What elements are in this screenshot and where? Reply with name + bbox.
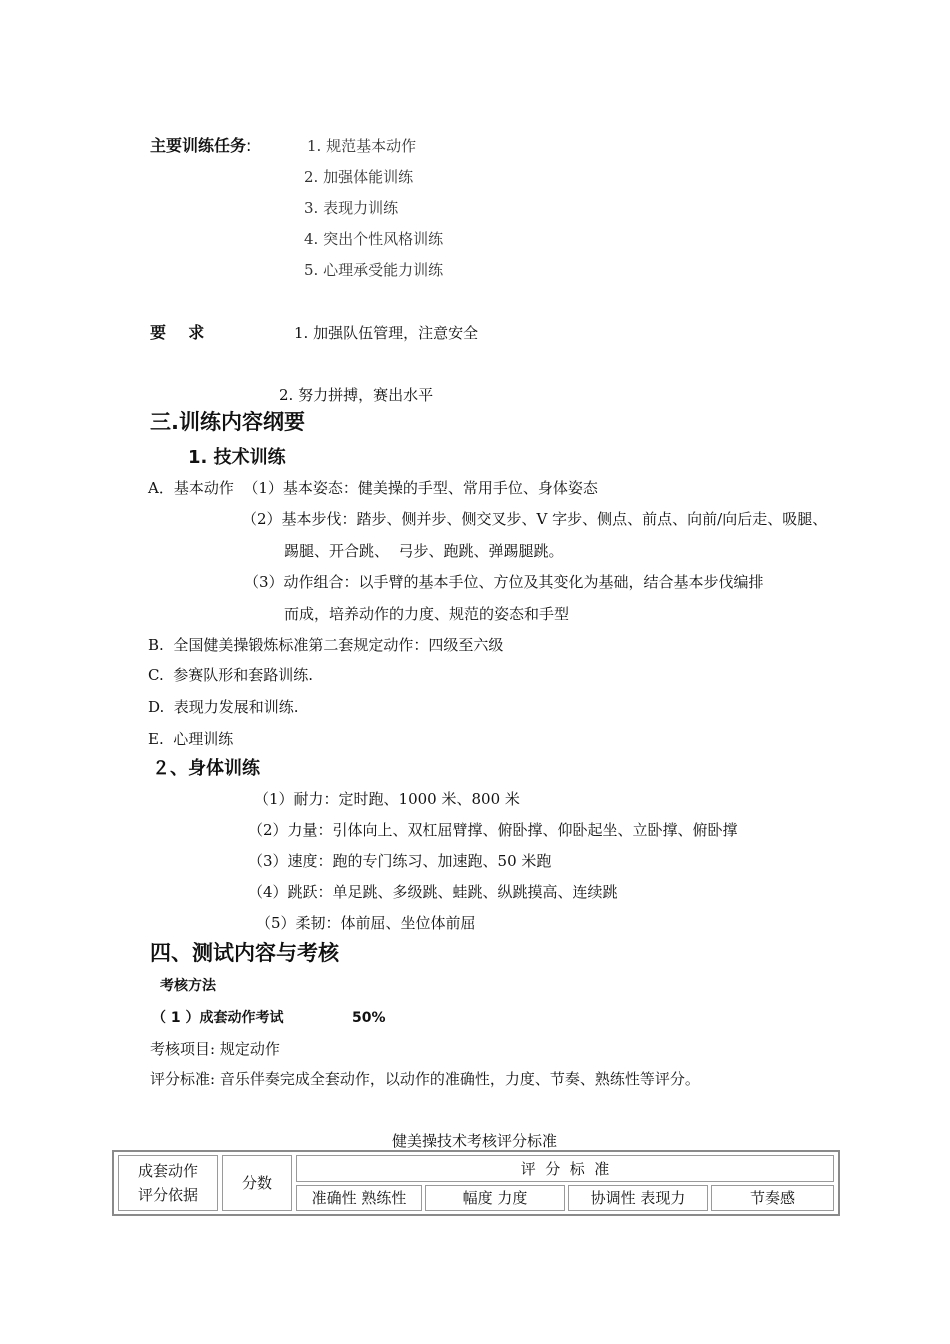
line-d: D. 表现力发展和训练. <box>148 698 299 716</box>
body-item-2: （2）力量：引体向上、双杠屈臂撑、俯卧撑、仰卧起坐、立卧撑、俯卧撑 <box>248 821 738 839</box>
table-header-basis-line1: 成套动作 <box>137 1162 198 1180</box>
tasks-label-colon: : <box>246 136 252 155</box>
table-header-basis <box>118 1155 218 1211</box>
section3-sub2: ２、身体训练 <box>152 758 260 779</box>
tasks-label <box>150 136 251 155</box>
exam-1-weight: 50% <box>352 1010 386 1026</box>
requirement-item-1: 1. 加强队伍管理，注意安全 <box>294 324 479 342</box>
task-item-1: 1. 规范基本动作 <box>307 137 417 155</box>
body-item-1: （1）耐力：定时跑、1000 米、800 米 <box>254 790 520 808</box>
tasks-label-text: 主要训练任务 <box>150 136 247 155</box>
requirements-label: 要 求 <box>150 323 205 342</box>
line-b: B. 全国健美操锻炼标准第二套规定动作：四级至六级 <box>148 636 504 654</box>
task-item-4: 4. 突出个性风格训练 <box>304 230 444 248</box>
scoring-table <box>112 1150 840 1216</box>
table-subheader-rhythm: 节奏感 <box>711 1185 834 1211</box>
line-a3-2: 而成，培养动作的力度、规范的姿态和手型 <box>284 605 570 623</box>
table-subheader-coordination: 协调性 表现力 <box>568 1185 708 1211</box>
line-a2-2: 踢腿、开合跳、 弓步、跑跳、弹踢腿跳。 <box>284 542 564 560</box>
task-item-3: 3. 表现力训练 <box>304 199 399 217</box>
body-item-4: （4）跳跃：单足跳、多级跳、蛙跳、纵跳摸高、连续跳 <box>248 883 618 901</box>
line-a: A．基本动作 （1）基本姿态：健美操的手型、常用手位、身体姿态 <box>148 479 598 497</box>
body-item-3: （3）速度：跑的专门练习、加速跑、50 米跑 <box>248 852 552 870</box>
section3-title: 三.训练内容纲要 <box>150 410 305 434</box>
table-subheader-accuracy: 准确性 熟练性 <box>296 1185 422 1211</box>
exam-criteria-line: 评分标准: 音乐伴奏完成全套动作，以动作的准确性，力度、节奏、熟练性等评分。 <box>150 1070 700 1088</box>
requirement-item-2: 2. 努力拼搏，赛出水平 <box>279 386 434 404</box>
section4-title: 四、测试内容与考核 <box>150 941 339 965</box>
body-item-5: （5）柔韧：体前屈、坐位体前屈 <box>256 914 476 932</box>
task-item-2: 2. 加强体能训练 <box>304 168 414 186</box>
section3-sub1: 1. 技术训练 <box>188 447 286 468</box>
table-subheader-amplitude: 幅度 力度 <box>425 1185 565 1211</box>
table-header-criteria: 评 分 标 准 <box>296 1155 834 1182</box>
line-a3-1: （3）动作组合：以手臂的基本手位、方位及其变化为基础，结合基本步伐编排 <box>244 573 764 591</box>
table-header-basis-line2: 评分依据 <box>137 1186 198 1204</box>
line-c: C. 参赛队形和套路训练. <box>148 666 314 684</box>
task-item-5: 5. 心理承受能力训练 <box>304 261 444 279</box>
exam-item-line: 考核项目: 规定动作 <box>150 1040 280 1058</box>
table-header-score: 分数 <box>222 1155 292 1211</box>
line-e: E. 心理训练 <box>148 730 234 748</box>
exam-1-label: （ 1 ）成套动作考试 <box>152 1010 284 1026</box>
line-a2-1: （2）基本步伐：踏步、侧并步、侧交叉步、V 字步、侧点、前点、向前/向后走、吸腿、 <box>242 510 828 528</box>
exam-method: 考核方法 <box>160 978 216 994</box>
table-caption: 健美操技术考核评分标准 <box>392 1132 558 1150</box>
